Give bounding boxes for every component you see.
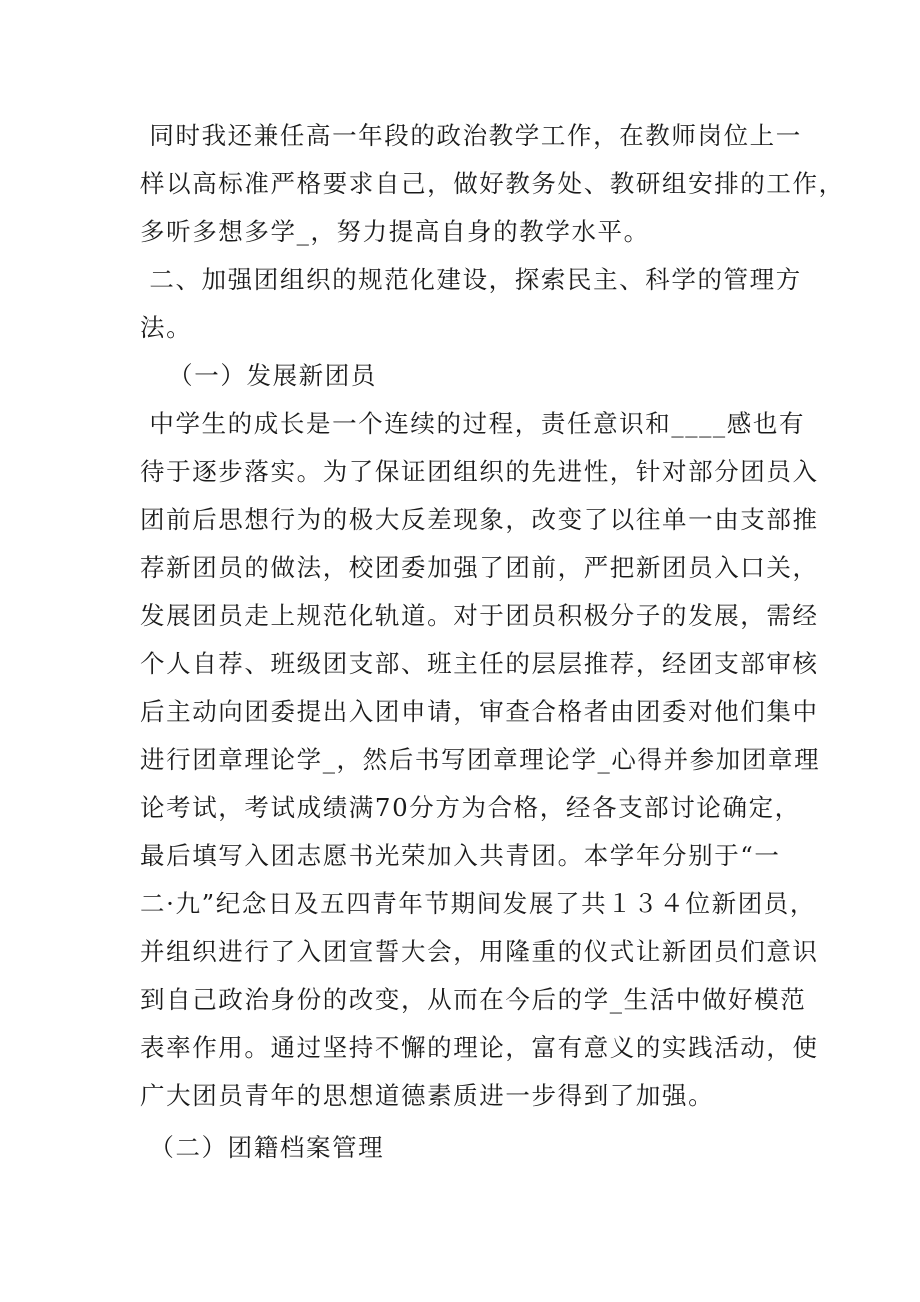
text-line: 中学生的成长是一个连续的过程，责任意识和____感也有 <box>140 409 806 438</box>
text-line: 论考试，考试成绩满70分方为合格，经各支部讨论确定， <box>140 793 801 822</box>
text-line: 最后填写入团志愿书光荣加入共青团。本学年分别于“一 <box>140 841 781 870</box>
text-line: 广大团员青年的思想道德素质进一步得到了加强。 <box>140 1081 715 1110</box>
text-line: 荐新团员的做法，校团委加强了团前，严把新团员入口关， <box>140 553 819 582</box>
text-line: 个人自荐、班级团支部、班主任的层层推荐，经团支部审核 <box>140 649 819 678</box>
text-line: 后主动向团委提出入团申请，审查合格者由团委对他们集中 <box>140 697 819 726</box>
text-line: 发展团员走上规范化轨道。对于团员积极分子的发展，需经 <box>140 601 819 630</box>
text-line: 并组织进行了入团宣誓大会，用隆重的仪式让新团员们意识 <box>140 937 819 966</box>
text-line: 进行团章理论学_，然后书写团章理论学_心得并参加团章理 <box>140 745 821 774</box>
text-line: 样以高标准严格要求自己，做好教务处、教研组安排的工作， <box>140 169 845 198</box>
text-line: 到自己政治身份的改变，从而在今后的学_生活中做好模范 <box>140 985 807 1014</box>
section-heading: 二、加强团组织的规范化建设，探索民主、科学的管理方 <box>140 265 802 294</box>
text-line: 同时我还兼任高一年段的政治教学工作，在教师岗位上一 <box>140 121 802 150</box>
subsection-heading: （二）团籍档案管理 <box>140 1133 385 1162</box>
text-line: 待于逐步落实。为了保证团组织的先进性，针对部分团员入 <box>140 457 819 486</box>
text-line: 多听多想多学_，努力提高自身的教学水平。 <box>140 217 650 246</box>
section-heading-continued: 法。 <box>140 313 193 342</box>
text-line: 二·九”纪念日及五四青年节期间发展了共１３４位新团员， <box>140 889 817 918</box>
subsection-heading: （一）发展新团员 <box>140 361 377 390</box>
text-line: 团前后思想行为的极大反差现象，改变了以往单一由支部推 <box>140 505 819 534</box>
text-line: 表率作用。通过坚持不懈的理论，富有意义的实践活动，使 <box>140 1033 819 1062</box>
